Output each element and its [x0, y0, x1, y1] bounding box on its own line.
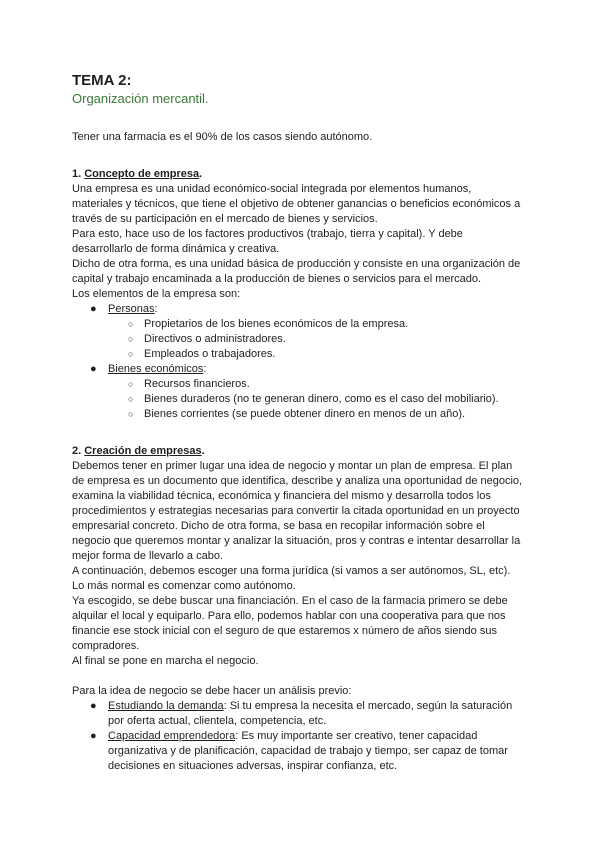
doc-title: TEMA 2:	[72, 72, 132, 89]
elements-list	[72, 302, 540, 317]
section-2-number: 2.	[72, 445, 85, 457]
list-item-first-line	[108, 730, 477, 742]
list-item-text: Si tu empresa la necesita el mercado, según la saturación	[226, 700, 513, 712]
bullet-dot-icon: ●	[90, 700, 97, 712]
sublist-item-text: Recursos financieros.	[144, 378, 250, 390]
text-line: capital y trabajo encaminada a la producción de bienes o servicios para el mercado.	[72, 273, 482, 285]
list-item-text: decisiones en situaciones adversas, inspirar confianza, etc.	[108, 760, 398, 772]
sublist-item-text: Empleados o trabajadores.	[144, 348, 276, 360]
sublist-item-text: Propietarios de los bienes económicos de la empresa.	[144, 318, 409, 330]
list-item	[72, 362, 540, 377]
sublist-item	[72, 332, 540, 347]
section-1-heading	[72, 167, 540, 182]
sublist-item-text: Bienes corrientes (se puede obtener dinero en menos de un año).	[144, 408, 466, 420]
text-line: mejor forma de llevarlo a cabo.	[72, 550, 224, 562]
section-2-heading	[72, 444, 540, 459]
text-line: financie ese stock inicial con el seguro de que estaremos x número de años siendo sus	[72, 625, 497, 637]
list-item-label: Capacidad emprendedora	[108, 730, 236, 742]
text-line: de empresa es un documento que identifica, describe y analiza una oportunidad de negocio,	[72, 475, 523, 487]
text-line: examina la viabilidad técnica, económica y financiera del mismo y desarrolla todos los	[72, 490, 491, 502]
section-1-p4: Los elementos de la empresa son:	[72, 288, 241, 300]
sublist-item-text: Directivos o administradores.	[144, 333, 286, 345]
text-line: alquilar el local y equiparlo. Para ello, podemos hablar con una cooperativa para que nos	[72, 610, 506, 622]
text-line: Dicho de otra forma, es una unidad básica de producción y consiste en una organización de	[72, 258, 521, 270]
section-2-p3	[72, 594, 540, 654]
sublist-item	[72, 377, 540, 392]
list-item	[72, 699, 540, 729]
text-line: procedimientos y estrategias necesarias para convertir la citada oportunidad en un proyecto	[72, 505, 520, 517]
text-line: negocio que queremos montar y analizar la situación, pros y contras e intentar desarrollar la	[72, 535, 521, 547]
personas-sublist	[72, 317, 540, 362]
intro-text: Tener una farmacia es el 90% de los casos siendo autónomo.	[72, 131, 373, 143]
sublist-item	[72, 347, 540, 362]
section-2-title: Creación de empresas	[84, 445, 202, 457]
list-item-label: Estudiando la demanda	[108, 700, 224, 712]
bullet-dot-icon: ●	[90, 730, 97, 742]
section-2-p4: Al final se pone en marcha el negocio.	[72, 655, 259, 667]
section-2-p2	[72, 564, 540, 594]
bullet-dot-icon: ●	[90, 363, 97, 375]
text-line: A continuación, debemos escoger una forma jurídica (si vamos a ser autónomos, SL, etc).	[72, 565, 511, 577]
analysis-list	[72, 699, 540, 774]
list-item-text: Es muy importante ser creativo, tener capacidad	[238, 730, 478, 742]
bienes-sublist	[72, 377, 540, 422]
bullet-circle-icon: ○	[128, 319, 134, 329]
list-item-colon: :	[223, 700, 227, 712]
list-item-label: Bienes económicos	[108, 363, 204, 375]
list-item-colon: :	[154, 303, 158, 315]
sublist-item	[72, 407, 540, 422]
bullet-circle-icon: ○	[128, 334, 134, 344]
text-line: Lo más normal es comenzar como autónomo.	[72, 580, 296, 592]
text-line: Debemos tener en primer lugar una idea de negocio y montar un plan de empresa. El plan	[72, 460, 513, 472]
section-1-title: Concepto de empresa	[84, 168, 200, 180]
bullet-circle-icon: ○	[128, 379, 134, 389]
section-2-p5: Para la idea de negocio se debe hacer un análisis previo:	[72, 685, 352, 697]
section-2-p1	[72, 459, 540, 564]
section-1-p3	[72, 257, 540, 287]
list-item-colon: :	[203, 363, 207, 375]
section-1-p2	[72, 227, 540, 257]
elements-list-2	[72, 362, 540, 377]
text-line: materiales y técnicos, que tiene el objetivo de obtener ganancias o beneficios económicos a	[72, 198, 521, 210]
bullet-circle-icon: ○	[128, 349, 134, 359]
doc-subtitle: Organización mercantil.	[72, 91, 209, 106]
list-item-text: organizativa y de planificación, capacidad de trabajo y tiempo, ser capaz de tomar	[108, 745, 508, 757]
list-item-first-line	[108, 700, 512, 712]
section-1-number: 1.	[72, 168, 85, 180]
bullet-dot-icon: ●	[90, 303, 97, 315]
list-item	[72, 729, 540, 774]
sublist-item	[72, 317, 540, 332]
bullet-circle-icon: ○	[128, 409, 134, 419]
sublist-item	[72, 392, 540, 407]
list-item-label: Personas	[108, 303, 155, 315]
sublist-item-text: Bienes duraderos (no te generan dinero, como es el caso del mobiliario).	[144, 393, 499, 405]
list-item	[72, 302, 540, 317]
text-line: compradores.	[72, 640, 140, 652]
section-1-p1	[72, 182, 540, 227]
bullet-circle-icon: ○	[128, 394, 134, 404]
text-line: través de su participación en el mercado de bienes y servicios.	[72, 213, 378, 225]
section-2-dot: .	[201, 445, 205, 457]
list-item-text: por oferta actual, clientela, competencia, etc.	[108, 715, 327, 727]
text-line: empresarial concreto. Dicho de otra forma, se basa en recopilar información sobre el	[72, 520, 485, 532]
text-line: Para esto, hace uso de los factores productivos (trabajo, tierra y capital). Y debe	[72, 228, 463, 240]
list-item-colon: :	[235, 730, 239, 742]
text-line: Ya escogido, se debe buscar una financiación. En el caso de la farmacia primero se debe	[72, 595, 508, 607]
text-line: desarrollarlo de forma dinámica y creativa.	[72, 243, 280, 255]
section-1-dot: .	[199, 168, 203, 180]
text-line: Una empresa es una unidad económico-social integrada por elementos humanos,	[72, 183, 472, 195]
